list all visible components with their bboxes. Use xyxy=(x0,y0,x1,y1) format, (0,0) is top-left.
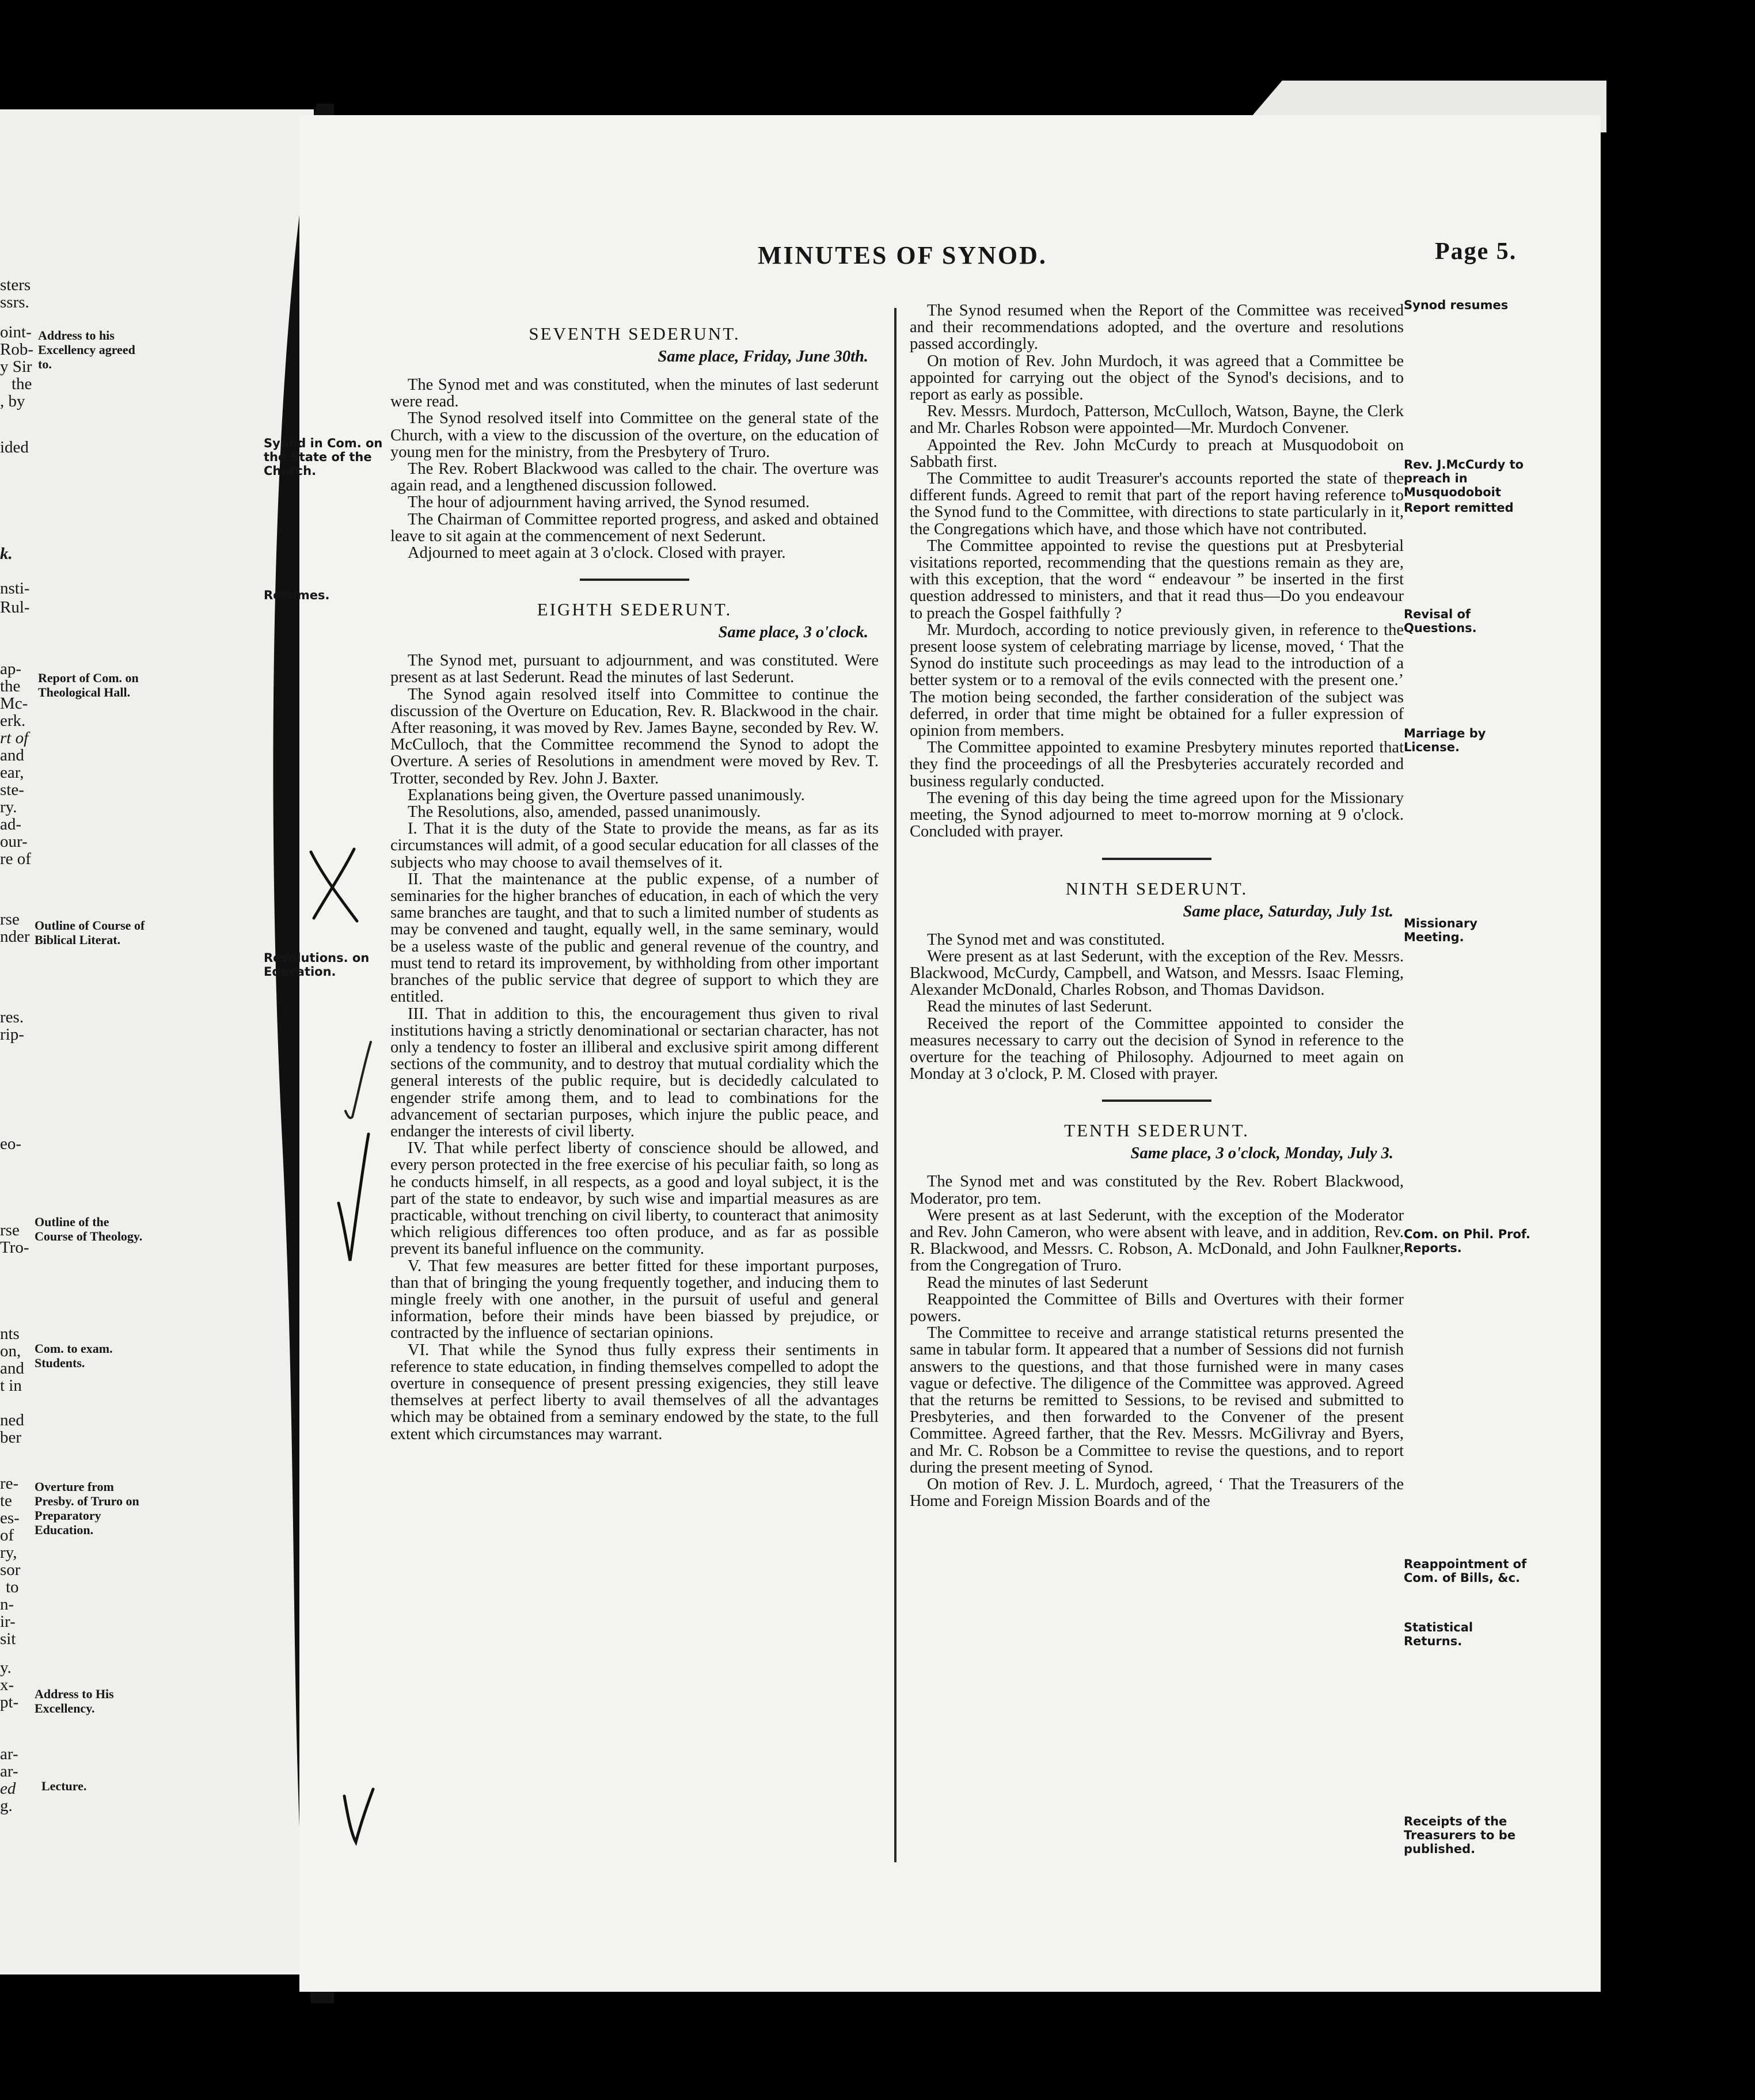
left-fragment: x- xyxy=(0,1676,14,1694)
running-title: MINUTES OF SYNOD. xyxy=(758,241,1047,269)
left-fragment: ar- xyxy=(0,1745,18,1763)
left-fragment: rt of xyxy=(0,729,29,747)
left-fragment: Rob- xyxy=(0,340,33,359)
ninth-sederunt-heading: NINTH SEDERUNT. xyxy=(1065,878,1248,899)
seventh-sederunt-subheading: Same place, Friday, June 30th. xyxy=(658,348,868,366)
paragraph: The Synod again resolved itself into Committee to continue the discussion of the Overture on Education, Rev. R. Blackwood in the chair. After reasoning, it was moved by Rev. James Bayne, seconded by Rev. W. McCulloch, that the Committee recommend the Synod to adopt the Overture. A series of Resolutions in amendment were moved by Rev. T. Trotter, seconded by Rev. John J. Baxter. xyxy=(390,685,879,788)
margin-note-reappointment: Reappointment of Com. of Bills, &c. xyxy=(1404,1557,1527,1585)
resolution-paragraph: V. That few measures are better fitted for these important purposes, than that of bringing the young frequently together, and inducing them to mingle freely with one another, in the pursuit of useful and general information, before their minds have been biassed by prejudice, or contracted by the influence of sectarian opinions. xyxy=(390,1257,879,1342)
paragraph: The Rev. Robert Blackwood was called to the chair. The overture was again read, and a lengthened discussion followed. xyxy=(390,460,879,495)
left-fragment: and xyxy=(0,1359,24,1378)
paragraph: On motion of Rev. John Murdoch, it was agreed that a Committee be appointed for carrying out the object of the Synod's decisions, and to report as early as possible. xyxy=(910,352,1404,404)
left-fragment: the xyxy=(12,375,32,393)
margin-note-statistical: Statistical Returns. xyxy=(1404,1620,1473,1648)
paragraph: Read the minutes of last Sederunt. xyxy=(927,998,1152,1016)
eighth-sederunt-heading: EIGHTH SEDERUNT. xyxy=(537,599,732,620)
paragraph: Appointed the Rev. John McCurdy to preach at Musquodoboit on Sabbath first. xyxy=(910,436,1404,471)
left-fragment: nsti- xyxy=(0,579,30,598)
margin-note-synod-in-committee: Synod in Com. on the State of the Church. xyxy=(264,436,383,478)
left-fragment: ad- xyxy=(0,815,22,834)
left-fragment: of xyxy=(0,1526,14,1544)
left-fragment: ssrs. xyxy=(0,293,29,311)
paragraph: The Committee to receive and arrange statistical returns presented the same in tabular form. It appeared that a number of Sessions did not furnish answers to the questions, and that those furnished were in many cases vague or defective. The diligence of the Committee was approved. Agreed that the returns be remitted to Sessions, to be revised and submitted to Presbyteries, and then forwarded to the Convener of the present Committee. Agreed farther, that the Rev. Messrs. McGilivray and Byers, and Mr. C. Robson be a Committee to revise the questions, and to report during the present meeting of Synod. xyxy=(910,1324,1404,1477)
margin-note-com-phil: Com. on Phil. Prof. Reports. xyxy=(1404,1227,1530,1255)
paragraph: The Synod resolved itself into Committee on the general state of the Church, with a view to the discussion of the overture, on the education of young men for the ministry, from the Presbytery of Truro. xyxy=(390,409,879,461)
left-fragment: , by xyxy=(0,392,25,410)
handwritten-x-mark xyxy=(299,840,369,927)
left-fragment: k. xyxy=(0,545,13,563)
left-margin-note: Com. to exam. Students. xyxy=(35,1341,113,1370)
margin-note-mccurdy: Rev. J.McCurdy to preach in Musquodoboit xyxy=(1404,458,1524,499)
column-right xyxy=(910,302,1404,1509)
left-margin-note: Lecture. xyxy=(41,1779,87,1793)
resolution-paragraph: III. That in addition to this, the encouragement thus given to rival institutions having a strictly denominational or sectarian character, has not only a tendency to foster an illiberal and exclusive spirit among different sections of the community, and to destroy that mutual cordiality which the general interests of the public require, but is decidedly calculated to engender strife among them, and to lead to combinations for the advancement of sectarian purposes, which injure the public peace, and endanger the interests of civil liberty. xyxy=(390,1005,879,1140)
paragraph: Received the report of the Committee appointed to consider the measures necessary to carry out the decision of Synod in reference to the overture for the teaching of Philosophy. Adjourned to meet again on Monday at 3 o'clock, P. M. Closed with prayer. xyxy=(910,1014,1404,1083)
handwritten-check-mark xyxy=(333,1128,373,1266)
margin-note-marriage: Marriage by License. xyxy=(1404,726,1486,754)
left-fragment: rse xyxy=(0,910,20,929)
column-left xyxy=(390,322,879,1443)
ninth-sederunt-subheading: Same place, Saturday, July 1st. xyxy=(1183,902,1393,920)
left-fragment: on, xyxy=(0,1342,21,1360)
paragraph: The Chairman of Committee reported progress, and asked and obtained leave to sit again at the commencement of next Sederunt. xyxy=(390,510,879,545)
left-fragment: the xyxy=(0,677,21,695)
left-fragment: Mc- xyxy=(0,694,28,713)
seventh-sederunt-heading: SEVENTH SEDERUNT. xyxy=(529,324,740,344)
paragraph: Were present as at last Sederunt, with the exception of the Rev. Messrs. Blackwood, McCurdy, Campbell, and Watson, and Messrs. Isaac Fleming, Alexander McDonald, Charles Robson, and Thomas Davidson. xyxy=(910,947,1404,999)
left-fragment: sit xyxy=(0,1630,16,1648)
tenth-sederunt-subheading: Same place, 3 o'clock, Monday, July 3. xyxy=(1130,1144,1393,1163)
left-fragment: Rul- xyxy=(0,598,30,617)
left-fragment: sor xyxy=(0,1561,21,1579)
left-fragment: te xyxy=(0,1492,12,1510)
left-fragment: y Sir xyxy=(0,357,32,376)
left-fragment: to xyxy=(6,1578,19,1596)
paragraph: The Synod resumed when the Report of the Committee was received and their recommendations adopted, and the overture and resolutions passed accordingly. xyxy=(910,302,1404,353)
left-fragment: oint- xyxy=(0,323,32,341)
left-fragment: g. xyxy=(0,1797,13,1815)
left-fragment: ry. xyxy=(0,798,17,816)
resolution-paragraph: VI. That while the Synod thus fully express their sentiments in reference to state education, in finding themselves compelled to adopt the overture in consequence of present pressing exigencies, they still leave themselves at perfect liberty to avail themselves of all the advantages which may be obtained from a seminary endowed by the state, to the full extent which circumstances may warrant. xyxy=(390,1341,879,1443)
left-margin-note: Overture from Presby. of Truro on Preparatory Education. xyxy=(35,1479,139,1537)
paragraph: Mr. Murdoch, according to notice previously given, in reference to the present loose system of celebrating marriage by license, moved, ‘ That the Synod do institute such proceedings as may lead to the introduction of a better system or to a removal of the evils connected with the present one.’ The motion being seconded, the farther consideration of the subject was deferred, in order that time might be obtained for a fuller expression of opinion from members. xyxy=(910,621,1404,740)
page-number: Page 5. xyxy=(1435,238,1517,265)
left-fragment: Tro- xyxy=(0,1238,29,1257)
margin-note-missionary: Missionary Meeting. xyxy=(1404,916,1477,944)
margin-note-resolutions: Resolutions. on Education. xyxy=(264,951,370,979)
paragraph: The Resolutions, also, amended, passed unanimously. xyxy=(408,803,761,821)
paragraph: The evening of this day being the time agreed upon for the Missionary meeting, the Synod adjourned to meet to-morrow morning at 9 o'clock. Concluded with prayer. xyxy=(910,789,1404,841)
resolution-paragraph: IV. That while perfect liberty of conscience should be allowed, and every person protected in the free exercise of his peculiar faith, so long as he conducts himself, in all respects, as a good and loyal subject, it is the part of the state to endeavor, by such wise and impartial measures as are practicable, without trenching on civil liberty, to counteract that animosity which religious differences too often produce, and as far as possible prevent its baneful influence on the community. xyxy=(390,1139,879,1258)
left-fragment: ber xyxy=(0,1428,22,1447)
left-fragment: re- xyxy=(0,1474,19,1493)
margin-note-synod-resumes: Synod resumes xyxy=(1404,298,1509,312)
left-fragment: ned xyxy=(0,1411,24,1429)
section-divider xyxy=(580,579,689,581)
left-fragment: ided xyxy=(0,438,29,456)
paragraph: Adjourned to meet again at 3 o'clock. Closed with prayer. xyxy=(408,544,786,562)
left-fragment: sters xyxy=(0,276,31,294)
left-fragment: ap- xyxy=(0,660,22,678)
left-margin-note: Outline of Course of Biblical Literat. xyxy=(35,918,145,947)
left-fragment: and xyxy=(0,746,24,764)
margin-note-receipts: Receipts of the Treasurers to be published. xyxy=(1404,1814,1516,1856)
left-fragment: re of xyxy=(0,850,31,868)
paragraph: The Committee to audit Treasurer's accounts reported the state of the different funds. Agreed to remit that part of the report having reference to the Synod fund to the Committee, with directions to state particularly in it, the Congregations which have, and those which have not contributed. xyxy=(910,470,1404,538)
paragraph: The hour of adjournment having arrived, the Synod resumed. xyxy=(408,493,810,512)
paragraph: The Committee appointed to revise the questions put at Presbyterial visitations reported, recommending that the questions remain as they are, with this exception, that the word “ endeavour ” be inserted in the first question addressed to ministers, and that it read thus—Do you endeavour to preach the Gospel faithfully ? xyxy=(910,537,1404,622)
left-margin-note: Report of Com. on Theological Hall. xyxy=(38,671,139,699)
left-fragment: ar- xyxy=(0,1762,18,1781)
paragraph: The Synod met and was constituted, when the minutes of last sederunt were read. xyxy=(390,376,879,411)
section-divider xyxy=(1102,858,1211,860)
paragraph: On motion of Rev. J. L. Murdoch, agreed, ‘ That the Treasurers of the Home and Foreign Mission Boards and of the xyxy=(910,1475,1404,1511)
left-margin-note: Address to his Excellency agreed to. xyxy=(38,328,135,371)
left-fragment: es- xyxy=(0,1509,20,1527)
margin-note-revisal: Revisal of Questions. xyxy=(1404,607,1477,635)
paragraph: The Synod met and was constituted. xyxy=(927,930,1165,949)
paragraph: Reappointed the Committee of Bills and Overtures with their former powers. xyxy=(910,1290,1404,1325)
left-fragment: res. xyxy=(0,1008,24,1026)
left-fragment: nts xyxy=(0,1325,20,1343)
left-fragment: ed xyxy=(0,1779,16,1798)
left-fragment: rip- xyxy=(0,1025,24,1044)
left-fragment: y. xyxy=(0,1658,12,1677)
left-fragment: ir- xyxy=(0,1612,16,1631)
left-fragment: our- xyxy=(0,832,28,851)
paragraph: The Committee appointed to examine Presbytery minutes reported that they find the proceedings of all the Presbyteries accurately recorded and business regularly conducted. xyxy=(910,739,1404,790)
section-divider xyxy=(1102,1100,1211,1102)
tenth-sederunt-heading: TENTH SEDERUNT. xyxy=(1064,1120,1249,1141)
left-fragment: eo- xyxy=(0,1135,22,1153)
margin-note-report-remitted: Report remitted xyxy=(1404,501,1514,515)
eighth-sederunt-subheading: Same place, 3 o'clock. xyxy=(718,623,868,642)
paragraph: Explanations being given, the Overture passed unanimously. xyxy=(408,786,805,804)
left-fragment: pt- xyxy=(0,1693,19,1711)
left-margin-note: Outline of the Course of Theology. xyxy=(35,1215,143,1243)
paragraph: Read the minutes of last Sederunt xyxy=(927,1273,1148,1292)
left-fragment: erk. xyxy=(0,712,26,730)
left-fragment: n- xyxy=(0,1595,14,1614)
left-fragment: ste- xyxy=(0,781,24,799)
resolution-paragraph: II. That the maintenance at the public expense, of a number of seminaries for the higher branches of education, in each of which the very same branches are taught, and that to such a limited number of students as may be convened and taught, equally well, in the same seminary, would be a useless waste of the public and general revenue of the country, and must tend to retard its improvement, by withholding from other important branches of the public service that degree of support to which they are entitled. xyxy=(390,870,879,1006)
left-fragment: ry, xyxy=(0,1543,17,1562)
paragraph: Rev. Messrs. Murdoch, Patterson, McCulloch, Watson, Bayne, the Clerk and Mr. Charles Robson were appointed—Mr. Murdoch Convener. xyxy=(910,402,1404,438)
margin-note-resumes: Resumes. xyxy=(264,588,330,602)
paragraph: The Synod met, pursuant to adjournment, and was constituted. Were present as at last Sederunt. Read the minutes of last Sederunt. xyxy=(390,652,879,687)
paragraph: Were present as at last Sederunt, with the exception of the Moderator and Rev. John Cameron, who were absent with leave, and in addition, Rev. R. Blackwood, and Messrs. C. Robson, A. McDonald, and John Faulkner, from the Congregation of Truro. xyxy=(910,1206,1404,1275)
left-fragment: rse xyxy=(0,1221,20,1239)
column-divider xyxy=(894,308,897,1862)
handwritten-check-mark xyxy=(340,1785,380,1848)
handwritten-check-mark xyxy=(341,1036,375,1123)
left-fragment: t in xyxy=(0,1376,22,1395)
resolution-paragraph: I. That it is the duty of the State to provide the means, as far as its circumstances will admit, of a good secular education for all classes of the subjects who may choose to avail themselves of it. xyxy=(390,820,879,872)
left-margin-note: Address to His Excellency. xyxy=(35,1687,114,1715)
paragraph: The Synod met and was constituted by the Rev. Robert Blackwood, Moderator, pro tem. xyxy=(910,1173,1404,1208)
left-fragment: nder xyxy=(0,927,30,946)
left-fragment: ear, xyxy=(0,763,24,782)
